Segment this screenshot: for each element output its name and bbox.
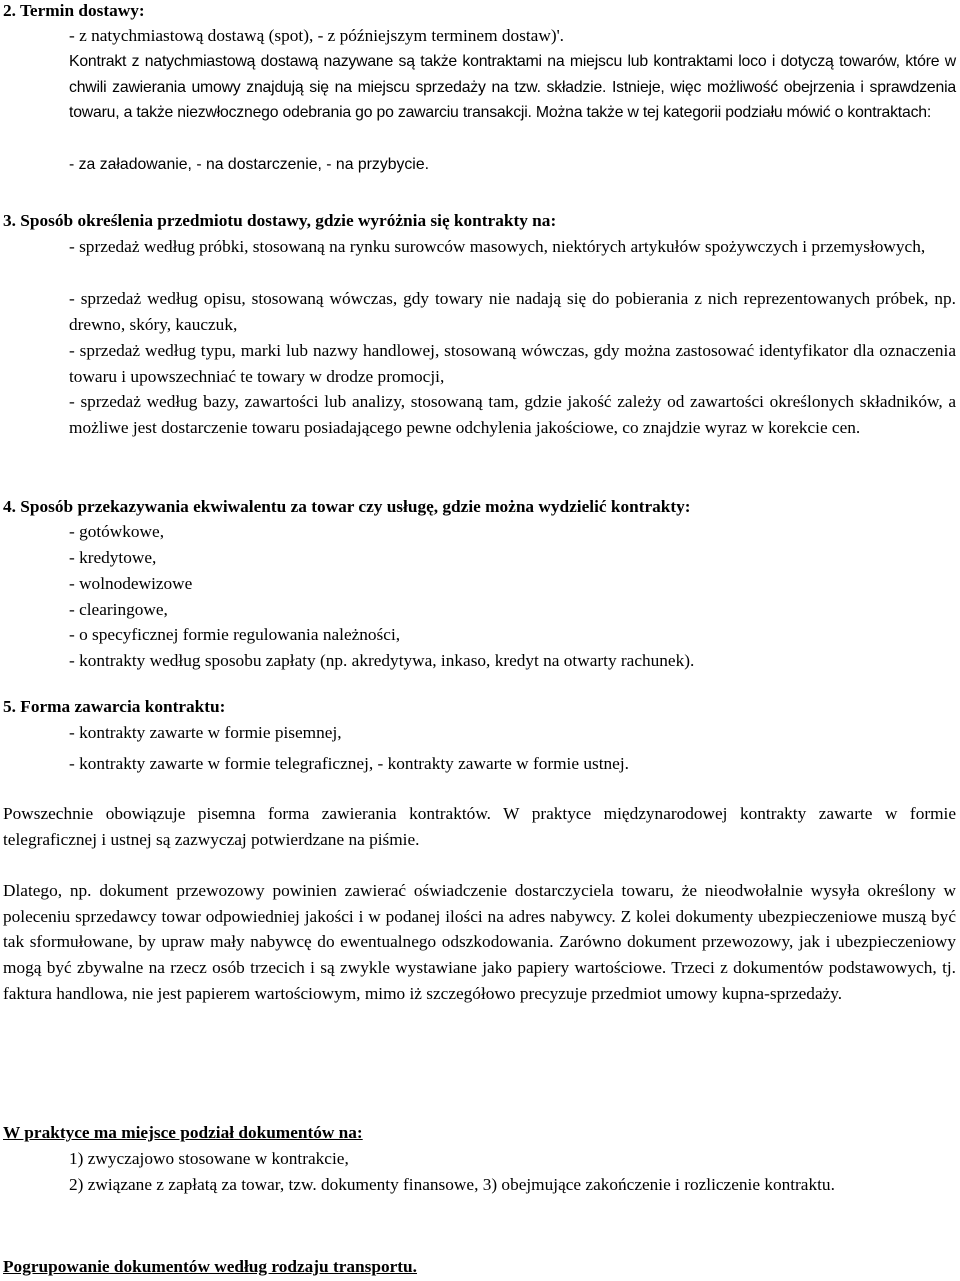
section-3-item: - sprzedaż według bazy, zawartości lub analizy, stosowaną tam, gdzie jakość zależy od zawartości określonych składników, a możliwe jest dostarczenie towaru posiadającego pewne odchylenia jakościowe, co znajdzie wyraz w korekcie cen. — [69, 392, 956, 437]
section-4-item: - kredytowe, — [69, 548, 157, 567]
transport-grouping-heading: Pogrupowanie dokumentów według rodzaju transportu. — [3, 1257, 417, 1276]
section-5-item: - kontrakty zawarte w formie telegraficznej, - kontrakty zawarte w formie ustnej. — [69, 754, 629, 773]
section-3-heading: 3. Sposób określenia przedmiotu dostawy, gdzie wyróżnia się kontrakty na: — [3, 211, 557, 230]
section-2-last-line: - za załadowanie, - na dostarczenie, - na przybycie. — [69, 156, 429, 173]
section-4-item: - wolnodewizowe — [69, 574, 193, 593]
section-3-item: - sprzedaż według opisu, stosowaną wówczas, gdy towary nie nadają się do pobierania z nich reprezentowanych próbek, np. drewno, skóry, kauczuk, — [69, 289, 956, 334]
paragraph-documents: Dlatego, np. dokument przewozowy powinien zawierać oświadczenie dostarczyciela towaru, że nieodwołalnie wysyła określony w poleceniu sprzedawcy towar odpowiedniej jakości i w podanej ilości na adres nabywcy. Z kolei dokumenty ubezpieczeniowe muszą być tak sformułowane, by upraw mały nabywcę do ewentualnego odszkodowania. Zarówno dokument przewozowy, jak i ubezpieczeniowy mogą być zbywalne na rzecz osób trzecich i są zwykle wystawiane jako papiery wartościowe. Trzeci z dokumentów podstawowych, tj. faktura handlowa, nie jest papierem wartościowym, mimo iż szczegółowo precyzuje przedmiot umowy kupna-sprzedaży. — [3, 881, 956, 1003]
section-4-heading: 4. Sposób przekazywania ekwiwalentu za towar czy usługę, gdzie można wydzielić kontrakty: — [3, 497, 691, 516]
section-4-item: - gotówkowe, — [69, 522, 165, 541]
section-5-item: - kontrakty zawarte w formie pisemnej, — [69, 723, 342, 742]
section-3-item: - sprzedaż według typu, marki lub nazwy handlowej, stosowaną wówczas, gdy można zastosować identyfikator dla oznaczenia towaru i upowszechniać te towary w drodze promocji, — [69, 341, 956, 386]
documents-division-item: 1) zwyczajowo stosowane w kontrakcie, — [69, 1149, 349, 1168]
section-4-item: - kontrakty według sposobu zapłaty (np. akredytywa, inkaso, kredyt na otwarty rachunek). — [69, 651, 695, 670]
section-3-item: - sprzedaż według próbki, stosowaną na rynku surowców masowych, niektórych artykułów spożywczych i przemysłowych, — [69, 237, 926, 256]
section-4-item: - clearingowe, — [69, 600, 168, 619]
documents-division-heading: W praktyce ma miejsce podział dokumentów na: — [3, 1123, 363, 1142]
documents-division-item: 2) związane z zapłatą za towar, tzw. dokumenty finansowe, 3) obejmujące zakończenie i rozliczenie kontraktu. — [69, 1175, 835, 1194]
section-5-heading: 5. Forma zawarcia kontraktu: — [3, 697, 226, 716]
section-2-heading: 2. Termin dostawy: — [3, 1, 145, 20]
section-4-item: - o specyficznej formie regulowania należności, — [69, 625, 401, 644]
section-2-paragraph: Kontrakt z natychmiastową dostawą nazywane są także kontraktami na miejscu lub kontraktami loco i dotyczą towarów, które w chwili zawierania umowy znajdują się na miejscu sprzedaży na tzw. składzie. Istnieje, więc możliwość obejrzenia i sprawdzenia towaru, a także niezwłocznego odebrania go po zawarciu transakcji. Można także w tej kategorii podziału mówić o kontraktach: — [69, 53, 956, 122]
paragraph-written-form: Powszechnie obowiązuje pisemna forma zawierania kontraktów. W praktyce międzynarodowej kontrakty zawarte w formie telegraficznej i ustnej są zazwyczaj potwierdzane na piśmie. — [3, 804, 956, 849]
section-2-line: - z natychmiastową dostawą (spot), - z późniejszym terminem dostaw)'. — [69, 26, 565, 45]
